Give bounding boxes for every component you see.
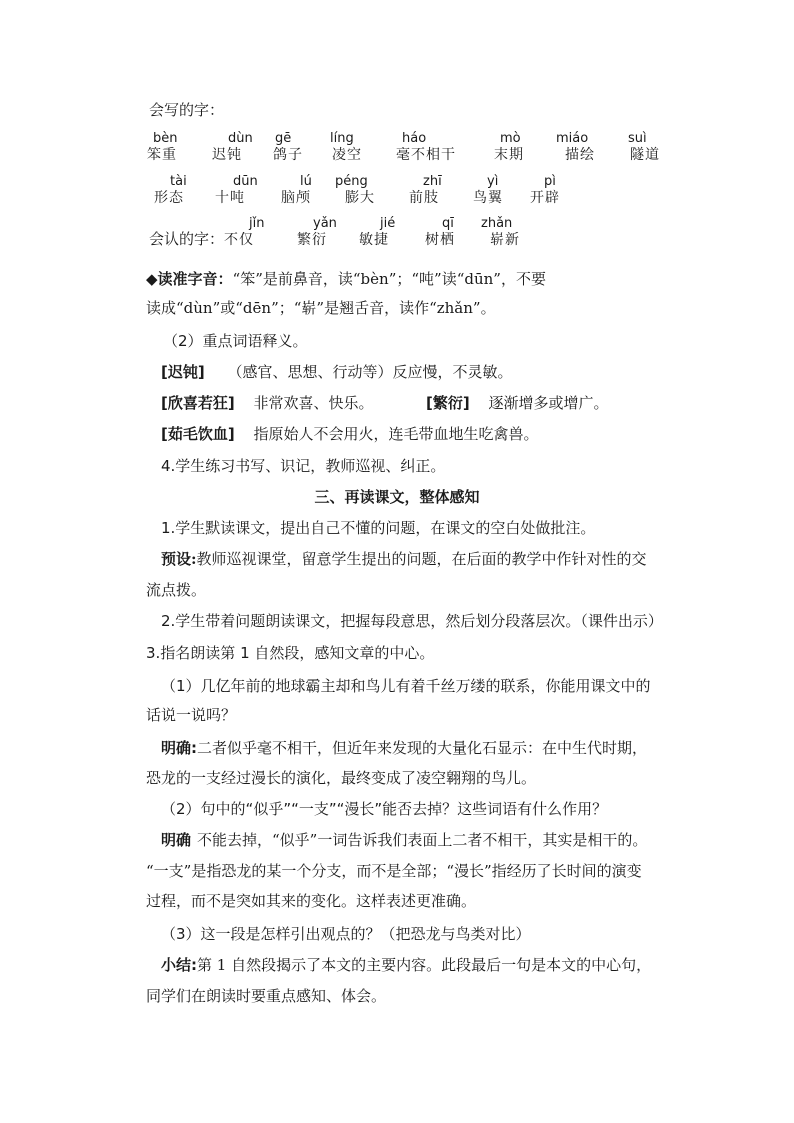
paragraph-2: 2.学生带着问题朗读课文，把握每段意思，然后划分段落层次。（课件出示） — [161, 612, 663, 630]
word: 敏捷 — [359, 232, 389, 248]
section-title: 三、再读课文，整体感知 — [314, 488, 480, 506]
answer-2-line-3: 过程，而不是突如其来的变化。这样表述更准确。 — [146, 892, 477, 910]
word: 毫不相干 — [396, 147, 456, 163]
answer-2-line-1 — [161, 830, 647, 850]
pinyin: yǎn — [313, 216, 337, 231]
step-4: 4.学生练习书写、识记，教师巡视、纠正。 — [161, 457, 446, 475]
answer-1-text-1: 二者似乎毫不相干，但近年来发现的大量化石显示：在中生代时期， — [197, 739, 648, 757]
summary-line-1 — [161, 955, 651, 975]
vocab-definition: （感官、思想、行动等）反应慢，不灵敏。 — [227, 363, 513, 381]
pinyin: zhī — [423, 174, 442, 189]
pronounce-label: ◆读准字音： — [146, 270, 233, 288]
vocab-definition: 指原始人不会用火，连毛带血地生吃禽兽。 — [253, 425, 539, 443]
pinyin: pì — [544, 174, 556, 189]
word: 鸽子 — [273, 147, 303, 163]
word: 末期 — [494, 147, 524, 163]
word: 描绘 — [565, 147, 595, 163]
answer-2-line-2: “一支”是指恐龙的某一个分支，而不是全部；“漫长”指经历了长时间的演变 — [146, 862, 642, 880]
pinyin: lú — [300, 174, 312, 189]
vocab-definition: 非常欢喜、快乐。 — [253, 394, 374, 412]
pinyin: bèn — [153, 131, 178, 146]
word: 凌空 — [332, 147, 362, 163]
preset-label: 预设: — [161, 550, 197, 568]
word: 崭新 — [490, 232, 520, 248]
pinyin: yì — [487, 174, 499, 189]
answer-2-text-1: 不能去掉，“似乎”一词告诉我们表面上二者不相干，其实是相干的。 — [197, 831, 648, 849]
question-3: （3）这一段是怎样引出观点的？（把恐龙与鸟类对比） — [161, 925, 531, 943]
summary-text-1: 第 1 自然段揭示了本文的主要内容。此段最后一句是本文的中心句， — [197, 956, 652, 974]
pinyin: gē — [275, 131, 292, 146]
answer-2-label: 明确 — [161, 831, 192, 849]
vocab-item — [161, 424, 539, 444]
vocab-term: [欣喜若狂] — [161, 394, 235, 412]
answer-1-label: 明确: — [161, 739, 197, 757]
vocab-item — [161, 393, 374, 413]
vocab-item — [426, 393, 609, 413]
pinyin: tài — [170, 174, 187, 189]
summary-line-2: 同学们在朗读时要重点感知、体会。 — [146, 987, 387, 1005]
word: 开辟 — [530, 190, 560, 206]
pronounce-line-2: 读成“dùn”或“dēn”；“崭”是翘舌音，读作“zhǎn”。 — [146, 299, 496, 317]
pinyin: jǐn — [249, 216, 265, 231]
pinyin: mò — [500, 131, 521, 146]
vocab-item — [161, 362, 513, 382]
pronounce-text-1: “笨”是前鼻音，读“bèn”；“吨”读“dūn”，不要 — [232, 270, 546, 288]
preset-line-2: 流点拨。 — [146, 581, 207, 599]
vocab-term: [迟钝] — [161, 363, 205, 381]
summary-label: 小结: — [161, 956, 197, 974]
word: 笨重 — [147, 147, 177, 163]
word: 十吨 — [215, 190, 245, 206]
pinyin: dùn — [228, 131, 253, 146]
word: 脑颅 — [281, 190, 311, 206]
pinyin: zhǎn — [481, 216, 513, 231]
paragraph-3: 3.指名朗读第 1 自然段，感知文章的中心。 — [146, 644, 435, 662]
word: 形态 — [154, 190, 184, 206]
word: 前肢 — [409, 190, 439, 206]
preset-text-1: 教师巡视课堂，留意学生提出的问题，在后面的教学中作针对性的交 — [196, 550, 647, 568]
pinyin: líng — [330, 131, 354, 146]
word: 鸟翼 — [473, 190, 503, 206]
paragraph-1: 1.学生默读课文，提出自己不懂的问题，在课文的空白处做批注。 — [161, 519, 596, 537]
word: 树栖 — [425, 232, 455, 248]
vocab-term: [繁衍] — [426, 394, 470, 412]
vocab-definition: 逐渐增多或增广。 — [488, 394, 609, 412]
pinyin: miáo — [556, 131, 589, 146]
preset-line-1 — [161, 549, 647, 569]
answer-1-line-2: 恐龙的一支经过漫长的演化，最终变成了凌空翱翔的鸟儿。 — [146, 769, 537, 787]
write-heading: 会写的字： — [149, 101, 225, 119]
question-1-line-1: （1）几亿年前的地球霸主却和鸟儿有着千丝万缕的联系，你能用课文中的 — [161, 677, 651, 695]
word: 隧道 — [630, 147, 660, 163]
word: 迟钝 — [212, 147, 242, 163]
pinyin: jié — [380, 216, 396, 231]
pronounce-line-1 — [146, 269, 546, 289]
word: 不仅 — [224, 232, 254, 248]
answer-1-line-1 — [161, 738, 647, 758]
pinyin: háo — [402, 131, 427, 146]
question-2: （2）句中的“似乎”“一支”“漫长”能否去掉？这些词语有什么作用？ — [161, 800, 608, 818]
pinyin: dūn — [233, 174, 258, 189]
word: 繁衍 — [297, 232, 327, 248]
vocab-term: [茹毛饮血] — [161, 425, 235, 443]
pinyin: péng — [335, 174, 368, 189]
vocab-heading: （2）重点词语释义。 — [163, 332, 308, 350]
recognize-heading: 会认的字： — [149, 230, 225, 248]
word: 膨大 — [345, 190, 375, 206]
question-1-line-2: 话说一说吗？ — [146, 706, 237, 724]
pinyin: qī — [442, 216, 454, 231]
pinyin: suì — [628, 131, 647, 146]
